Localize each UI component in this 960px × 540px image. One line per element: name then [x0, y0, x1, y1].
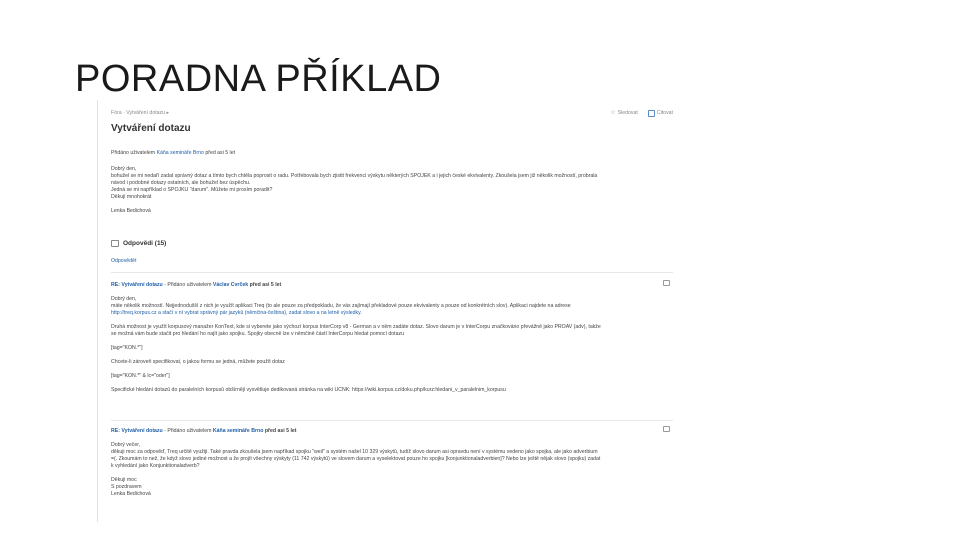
- signature: Lenka Bedichová: [111, 491, 151, 497]
- text-line: Děkuji mnohokrát: [111, 194, 152, 200]
- text-line: k vyhledání jako Konjunktionaladverb?: [111, 463, 200, 469]
- forum-screenshot: [97, 100, 686, 522]
- text-line: máte několik možností. Nejjednodušší z nich je využít aplikaci Treq (to ale pouze za předpokladu, že vás zajímají překladové pouze ekvivalenty a pouze od konkrétních slov). Aplikaci najdete na adrese: [111, 303, 571, 309]
- meta-prefix: Přidáno uživatelem: [111, 150, 156, 156]
- text-line: návod i podobné dotazy ostatních, ale bohužel bez úspěchu.: [111, 180, 251, 186]
- meta-prefix: - Přidáno uživatelem: [164, 282, 212, 288]
- question-meta: [111, 150, 673, 157]
- thread-actions: [610, 110, 673, 117]
- text-line: Dobrý den,: [111, 296, 137, 302]
- text-line: se možná vám bude stačit pro hledání ho najít jako spojku. Spojky obecně lze v němčině částí InterCorpu hledat pomocí dotazu: [111, 331, 404, 337]
- reply-title[interactable]: RE: Vytváření dotazu: [111, 428, 163, 434]
- author-link[interactable]: Václav Cvrček: [212, 282, 249, 288]
- reply-2: [111, 428, 673, 498]
- text-line: Chcete-li zároveň specifikovat, o jakou formu se jedná, můžete použít dotaz: [111, 359, 285, 365]
- author-link[interactable]: Káňa semináře Brno: [156, 150, 204, 156]
- breadcrumb[interactable]: Fóra · Vytváření dotazu ▸: [111, 110, 170, 116]
- follow-label: Sledovat: [617, 110, 638, 116]
- text-line: =(. Zkoumám to než, že když slovo jediné možnost a že projít všechny výskyty (11 742 výskytů) ve slovem darum a vyselektovat pouze ho spojku [konjunktionaladverbien]? Nebo lze ještě nějak slovo (spojku) zadat: [111, 456, 601, 462]
- meta-prefix: - Přidáno uživatelem: [164, 428, 212, 434]
- divider: [111, 420, 673, 421]
- reply-link[interactable]: Odpovědět: [111, 258, 137, 264]
- blank-line: [111, 201, 673, 208]
- text-line: S pozdravem: [111, 484, 142, 490]
- meta-time: před asi 5 let: [205, 150, 236, 156]
- code-line: [tag="KON.*" & lc="oder"]: [111, 373, 170, 379]
- page-title: Vytváření dotazu: [111, 123, 191, 134]
- comment-icon: [111, 240, 119, 247]
- text-line: děkuji moc za odpověď, Treq určitě využiji. Také pravda zkoušela jsem napříkad spojku "weil" a systém našel 10 329 výskytů, tudíž slovo darum asi opravdu není v systému vedeno jako spojka, ale jako adverbium: [111, 449, 598, 455]
- answers-heading: [111, 240, 166, 247]
- link-line[interactable]: http://treq.korpus.cz a stačí v ní vybrat správný pár jazyků (němčina-čeština), zadat slovo a na letně výsledky.: [111, 310, 362, 316]
- quote-icon: [648, 110, 655, 117]
- quote-label: Citovat: [656, 110, 673, 116]
- quote-button[interactable]: [648, 110, 673, 117]
- text-line: bohužel se mi nedaří zadat správný dotaz a tímto bych chtěla poprosit o radu. Potřebovala bych zjistit frekvenci výskytu některých SPOJEK a i jejich české ekvivalenty. Zkoušela jsem již několik možností, probrala: [111, 173, 598, 179]
- text-line: Dobrý den,: [111, 166, 137, 172]
- reply-title[interactable]: RE: Vytváření dotazu: [111, 282, 163, 288]
- signature: Lenka Bedichová: [111, 208, 151, 214]
- meta-time: před asi 5 let: [264, 428, 297, 434]
- text-line: Jedná se mi například o SPOJKU "darum". Můžete mi prosím poradit?: [111, 187, 273, 193]
- star-icon: ☆: [610, 110, 616, 116]
- meta-time: před asi 5 let: [249, 282, 282, 288]
- answers-count: Odpovědi (15): [123, 240, 167, 247]
- code-line: [tag="KON.*"]: [111, 345, 143, 351]
- text-line: Děkuji moc: [111, 477, 137, 483]
- text-line: Druhá možnost je využít korpusový manažer KonText, kde si vyberete jako výchozí korpus InterCorp v8 - German a v něm zadáte dotaz. Slovo darum je v InterCorpu značkováno převážně jako PROAV (adv), takže: [111, 324, 601, 330]
- text-line: Specifické hledání dotazů do paralelních korpusů obšírněji vysvětluje dedikovaná stránka na wiki ÚČNK: https://wiki.korpus.cz/doku.php/kurz:hledani_v_paralelnim_korpusu: [111, 387, 506, 393]
- divider: [111, 272, 673, 273]
- author-link[interactable]: Káňa semináře Brno: [212, 428, 264, 434]
- text-line: Dobrý večer,: [111, 442, 141, 448]
- reply-1: [111, 282, 673, 394]
- follow-button[interactable]: [610, 110, 638, 117]
- slide-title: PORADNA PŘÍKLAD: [75, 58, 442, 100]
- question-body: [111, 166, 673, 215]
